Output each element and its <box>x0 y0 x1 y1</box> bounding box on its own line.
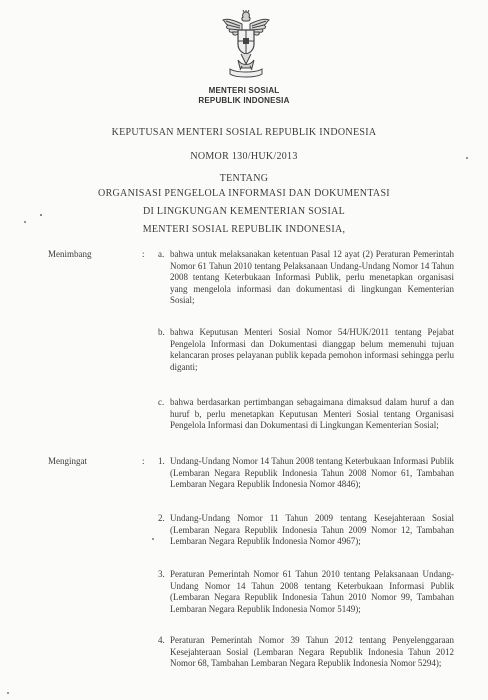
decree-heading: KEPUTUSAN MENTERI SOSIAL REPUBLIK INDONESIA <box>111 127 377 138</box>
item-text: Undang-Undang Nomor 14 Tahun 2008 tentang Keterbukaan Informasi Publik (Lembaran Negara Republik Indonesia Tahun 2008 Nomor 61, Tambahan Lembaran Negara Republik Indonesia Nomor 4846); <box>170 456 454 489</box>
item-text: bahwa untuk melaksanakan ketentuan Pasal 12 ayat (2) Peraturan Pemerintah Nomor 61 Tahun 2010 tentang Pelaksanaan Undang-Undang Nomor 14 Tahun 2008 tentang Keterbukaan Informasi Publik, perlu menetapkan organisasi yang mengelola informasi dan dokumentasi di lingkungan Kementerian Sosial; <box>170 249 454 305</box>
item-marker: 4. <box>158 635 165 645</box>
mengingat-item-2 <box>158 513 454 548</box>
decree-subject-line3: MENTERI SOSIAL REPUBLIK INDONESIA, <box>142 224 346 235</box>
item-text: bahwa berdasarkan pertimbangan sebagaimana dimaksud dalam huruf a dan huruf b, perlu menetapkan Keputusan Menteri Sosial tentang Organisasi Pengelola Informasi dan Dokumentasi di Lingkungan Kementerian Sosial; <box>170 397 454 430</box>
scan-speck <box>152 538 154 540</box>
menimbang-item-b <box>158 327 454 373</box>
scan-speck <box>40 214 42 216</box>
decree-subject-line1: ORGANISASI PENGELOLA INFORMASI DAN DOKUMENTASI <box>98 188 390 199</box>
ministry-name-line1: MENTERI SOSIAL <box>208 86 280 95</box>
decree-subject-line2: DI LINGKUNGAN KEMENTERIAN SOSIAL <box>142 206 346 217</box>
menimbang-colon: : <box>142 249 145 259</box>
mengingat-item-4 <box>158 635 454 670</box>
item-marker: 1. <box>158 456 165 466</box>
menimbang-item-a <box>158 249 454 307</box>
item-marker: 3. <box>158 569 165 579</box>
mengingat-label: Mengingat <box>48 456 87 466</box>
garuda-emblem-icon <box>222 10 270 78</box>
scan-speck <box>7 692 9 694</box>
item-marker: b. <box>158 327 165 337</box>
item-text: Undang-Undang Nomor 11 Tahun 2009 tentang Kesejahteraan Sosial (Lembaran Negara Republik Indonesia Tahun 2009 Nomor 12, Tambahan Lembaran Negara Republik Indonesia Nomor 4967); <box>170 513 454 546</box>
decree-tentang: TENTANG <box>219 173 269 184</box>
mengingat-colon: : <box>142 456 145 466</box>
menimbang-item-c <box>158 397 454 432</box>
ministry-name-line2: REPUBLIK INDONESIA <box>198 96 290 105</box>
scan-speck <box>466 157 468 159</box>
mengingat-item-3 <box>158 569 454 615</box>
scan-speck <box>24 221 26 223</box>
decree-number: NOMOR 130/HUK/2013 <box>190 151 298 162</box>
item-text: bahwa Keputusan Menteri Sosial Nomor 54/HUK/2011 tentang Pejabat Pengelola Informasi dan Dokumentasi dianggap belum memenuhi tujuan kelancaran proses pelayanan publik kepada pemohon informasi sehingga perlu diganti; <box>170 327 454 372</box>
mengingat-item-1 <box>158 456 454 491</box>
item-marker: c. <box>158 397 165 407</box>
item-marker: 2. <box>158 513 165 523</box>
item-text: Peraturan Pemerintah Nomor 39 Tahun 2012 tentang Penyelenggaraan Kesejahteraan Sosial (Lembaran Negara Republik Indonesia Tahun 2012 Nomor 68, Tambahan Lembaran Negara Republik Indonesia Nomor 5294); <box>170 635 454 668</box>
item-text: Peraturan Pemerintah Nomor 61 Tahun 2010 tentang Pelaksanaan Undang-Undang Nomor 14 Tahun 2008 tentang Keterbukaan Informasi Publik (Lembaran Negara Republik Indonesia Tahun 2010 Nomor 99, Tambahan Lembaran Negara Republik Indonesia Nomor 5149); <box>170 569 454 614</box>
item-marker: a. <box>158 249 165 259</box>
menimbang-label: Menimbang <box>48 249 92 259</box>
